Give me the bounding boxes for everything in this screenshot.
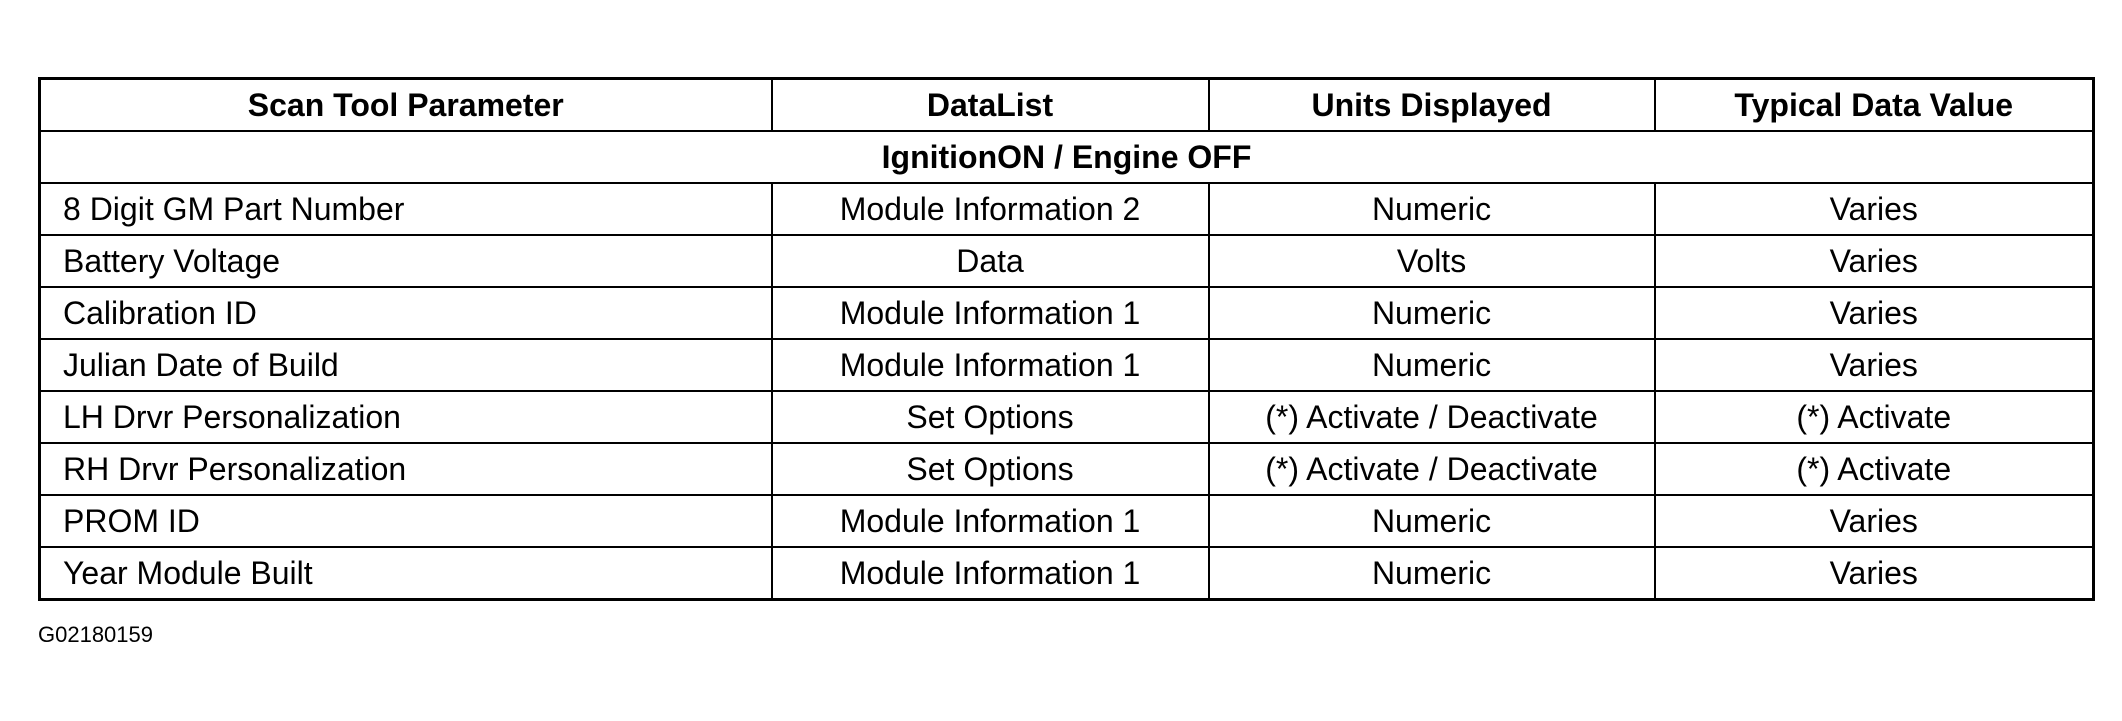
header-datalist: DataList [772,79,1209,132]
cell-typical-value: Varies [1655,547,2094,600]
cell-datalist: Module Information 1 [772,547,1209,600]
cell-typical-value: Varies [1655,495,2094,547]
header-scan-tool-parameter: Scan Tool Parameter [40,79,772,132]
table-row [40,391,2094,443]
table-row [40,339,2094,391]
cell-typical-value: Varies [1655,183,2094,235]
scan-tool-data-table [38,77,2095,601]
cell-units: Numeric [1209,287,1655,339]
cell-units: Numeric [1209,495,1655,547]
cell-parameter: Calibration ID [40,287,772,339]
table-row [40,287,2094,339]
cell-typical-value: (*) Activate [1655,391,2094,443]
cell-typical-value: Varies [1655,339,2094,391]
cell-units: (*) Activate / Deactivate [1209,443,1655,495]
cell-units: Numeric [1209,339,1655,391]
table-header-row [40,79,2094,132]
table-row [40,443,2094,495]
cell-typical-value: (*) Activate [1655,443,2094,495]
cell-units: Numeric [1209,547,1655,600]
cell-parameter: PROM ID [40,495,772,547]
cell-parameter: RH Drvr Personalization [40,443,772,495]
cell-parameter: Julian Date of Build [40,339,772,391]
cell-parameter: Year Module Built [40,547,772,600]
cell-datalist: Module Information 1 [772,339,1209,391]
figure-id: G02180159 [38,622,153,647]
table-row [40,495,2094,547]
section-label: IgnitionON / Engine OFF [40,131,2094,183]
header-typical-data-value: Typical Data Value [1655,79,2094,132]
cell-datalist: Data [772,235,1209,287]
cell-units: Numeric [1209,183,1655,235]
cell-parameter: Battery Voltage [40,235,772,287]
cell-typical-value: Varies [1655,235,2094,287]
cell-datalist: Module Information 1 [772,495,1209,547]
cell-parameter: 8 Digit GM Part Number [40,183,772,235]
cell-parameter: LH Drvr Personalization [40,391,772,443]
table-row [40,235,2094,287]
cell-datalist: Set Options [772,443,1209,495]
cell-typical-value: Varies [1655,287,2094,339]
cell-datalist: Module Information 2 [772,183,1209,235]
table-row [40,547,2094,600]
cell-datalist: Module Information 1 [772,287,1209,339]
cell-units: (*) Activate / Deactivate [1209,391,1655,443]
cell-datalist: Set Options [772,391,1209,443]
header-units-displayed: Units Displayed [1209,79,1655,132]
table-row [40,183,2094,235]
section-row [40,131,2094,183]
cell-units: Volts [1209,235,1655,287]
